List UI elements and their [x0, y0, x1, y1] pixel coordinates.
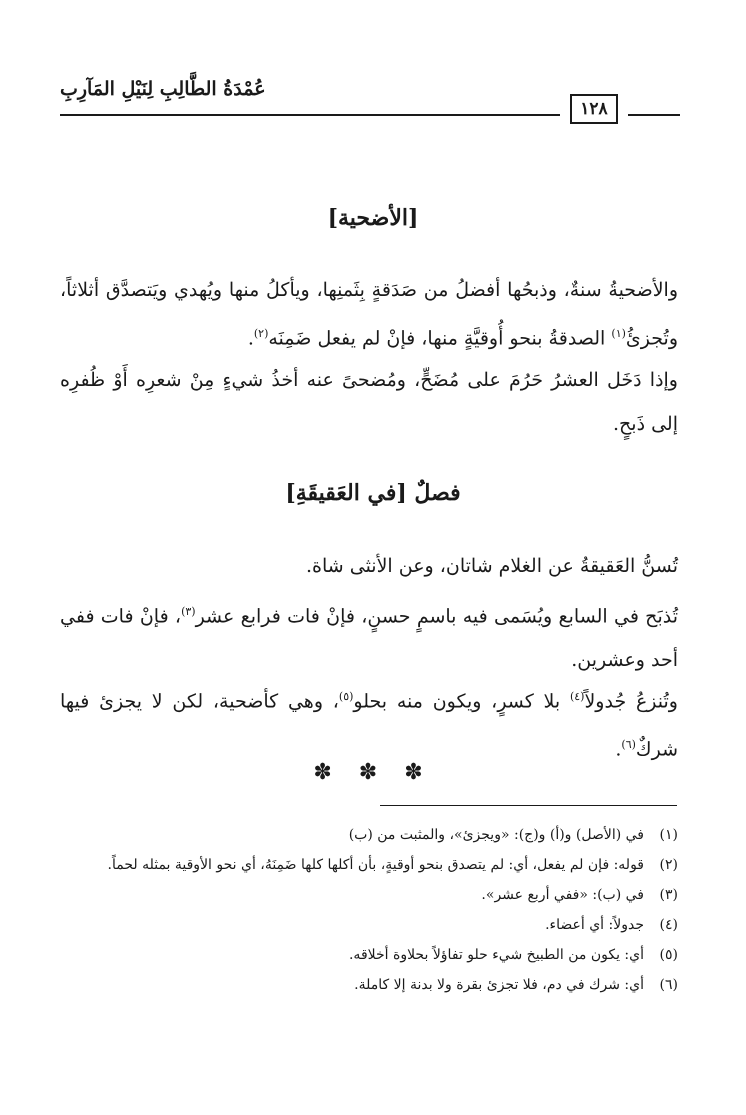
paragraph-end: .	[247, 327, 254, 350]
paragraph-text: وتُنزعُ جُدولاً	[584, 690, 678, 713]
section-heading-udhiya: [الأضحية]	[327, 205, 419, 231]
footnote-text: في (ب): «ففي أربع عشر».	[481, 887, 644, 903]
footnote-number: (٥)	[659, 947, 678, 963]
paragraph-text: بلا كسرٍ، ويكون منه بحلو	[353, 690, 570, 713]
footnote-marker-5: (٥)	[338, 690, 354, 703]
paragraph-text: تُسنُّ العَقيقةُ عن الغلام شاتان، وعن الأنثى شاة.	[305, 555, 678, 577]
book-title: عُمْدَةُ الطَّالِبِ لِنَيْلِ المَآرِبِ	[60, 78, 266, 100]
paragraph-udhiya-1	[60, 268, 678, 360]
paragraph-text: تُذبَح في السابع ويُسَمى فيه باسمٍ حسنٍ، فإنْ فات فرابع عشر	[195, 605, 678, 628]
footnote	[60, 970, 678, 1000]
footnote-text: أي: شرك في دم، فلا تجزئ بقرة ولا بدنة إلا كاملة.	[354, 977, 644, 993]
footnote-text: في (الأصل) و(أ) و(ج): «ويجزئ»، والمثبت من (ب)	[348, 827, 644, 843]
footnote-number: (٢)	[659, 857, 678, 873]
paragraph-text: وإذا دَخَل العشرُ حَرُمَ على مُضَحٍّ، ومُضحىً عنه أخذُ شيءٍ مِنْ شعرِه أَوْ ظُفرِه إلى ذَبحٍ.	[60, 369, 678, 435]
footnote-number: (٦)	[659, 977, 678, 993]
footnote-text: جدولاً: أي أعضاء.	[545, 917, 644, 933]
footnotes	[60, 820, 678, 1000]
footnote	[60, 820, 678, 850]
footnote	[60, 940, 678, 970]
paragraph-text: الصدقةُ بنحو أُوقيَّةٍ منها، فإنْ لم يفعل ضَمِنَه	[268, 327, 612, 350]
paragraph-text: والأضحيةُ سنةٌ، وذبحُها أفضلُ من صَدَقةٍ بِثَمنِها، ويأكلُ منها ويُهدي ويَتصدَّق أثلاثاً، وتُجزئُ	[60, 279, 678, 350]
footnote-marker-4: (٤)	[569, 690, 585, 703]
paragraph-aqiqa-2	[60, 590, 678, 682]
footnote-rule	[380, 805, 677, 806]
footnote	[60, 850, 678, 880]
paragraph-text: ، وهي كأضحية، لكن لا يجزئ فيها شركٌ	[60, 690, 678, 761]
page-number: ١٢٨	[570, 94, 618, 124]
footnote-marker-6: (٦)	[621, 738, 636, 752]
footnote-number: (١)	[659, 827, 678, 843]
footnote-text: أي: يكون من الطبيخ شيء حلو تفاؤلاً بحلاوة أخلاقه.	[348, 947, 644, 963]
footnote-text: قوله: فإن لم يفعل، أي: لم يتصدق بنحو أوقيةٍ، بأن أكلها كلها ضَمِنَهُ، أي نحو الأوقية بمثله لحماً.	[107, 857, 644, 873]
footnote-marker-1: (١)	[611, 327, 626, 340]
header-rule-right	[628, 114, 680, 116]
footnote	[60, 910, 678, 940]
paragraph-udhiya-2	[60, 358, 678, 446]
footnote-marker-3: (٣)	[181, 605, 196, 618]
running-header	[60, 78, 680, 128]
footnote-number: (٣)	[659, 887, 678, 903]
section-heading-aqiqa: فصلٌ [في العَقيقَةِ]	[285, 480, 461, 506]
section-separator: ✽ ✽ ✽	[313, 760, 433, 785]
paragraph-text: ، فإنْ فات ففي أحد وعشرين.	[60, 605, 678, 672]
footnote	[60, 880, 678, 910]
paragraph-end: .	[615, 738, 622, 761]
paragraph-aqiqa-3	[60, 675, 678, 772]
paragraph-aqiqa-1	[60, 544, 678, 588]
footnote-marker-2: (٢)	[253, 327, 269, 340]
footnote-number: (٤)	[659, 917, 678, 933]
header-rule-left	[60, 114, 560, 116]
